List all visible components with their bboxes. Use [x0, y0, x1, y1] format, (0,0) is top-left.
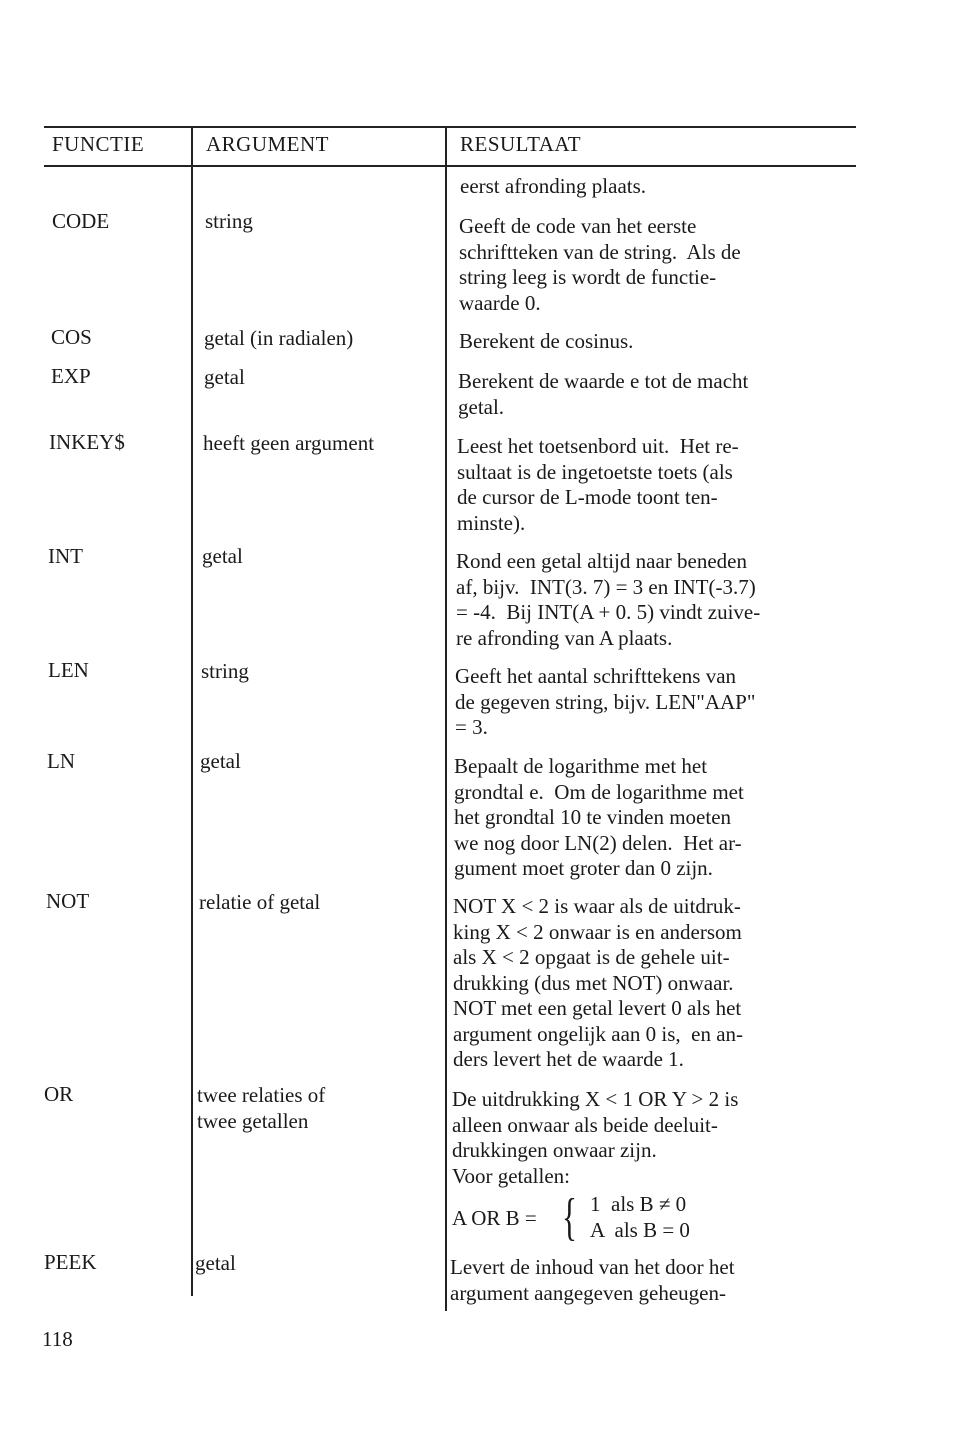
- resultaat-int: Rond een getal altijd naar beneden af, bijv. INT(3. 7) = 3 en INT(-3.7) = -4. Bij INT(A + 0. 5) vindt zuive- re afronding van A plaats.: [456, 549, 761, 650]
- or-formula-brace: {: [562, 1189, 577, 1246]
- or-formula-case-1: 1 als B ≠ 0: [590, 1192, 687, 1216]
- header-functie: FUNCTIE: [52, 132, 145, 156]
- functie-not: NOT: [46, 889, 90, 913]
- argument-cos: getal (in radialen): [204, 326, 354, 350]
- argument-not: relatie of getal: [199, 890, 321, 914]
- column-divider-1: [191, 126, 193, 1296]
- argument-ln: getal: [200, 749, 241, 773]
- continuation-text: eerst afronding plaats.: [460, 174, 647, 198]
- argument-exp: getal: [204, 365, 245, 389]
- resultaat-peek: Levert de inhoud van het door het argument aangegeven geheugen-: [450, 1255, 735, 1305]
- argument-int: getal: [202, 544, 243, 568]
- or-formula-case-2: A als B = 0: [590, 1218, 690, 1242]
- argument-or: twee relaties of twee getallen: [197, 1083, 326, 1133]
- argument-inkey: heeft geen argument: [203, 431, 375, 455]
- page-number: 118: [42, 1327, 73, 1351]
- header-resultaat: RESULTAAT: [460, 132, 582, 156]
- column-divider-2: [445, 126, 447, 1311]
- table-header-rule: [44, 165, 856, 167]
- functie-exp: EXP: [51, 364, 91, 388]
- resultaat-cos: Berekent de cosinus.: [459, 329, 634, 353]
- functie-cos: COS: [51, 325, 92, 349]
- table-top-rule: [44, 126, 856, 128]
- functie-inkey: INKEY$: [49, 430, 125, 454]
- functie-len: LEN: [48, 658, 89, 682]
- functie-code: CODE: [52, 209, 110, 233]
- resultaat-not: NOT X < 2 is waar als de uitdruk- king X < 2 onwaar is en andersom als X < 2 opgaat is de gehele uit- drukking (dus met NOT) onwaar. NOT met een getal levert 0 als het argument ongelijk aan 0 is, en an- ders levert het de waarde 1.: [453, 894, 744, 1071]
- resultaat-inkey: Leest het toetsenbord uit. Het re- sultaat is de ingetoetste toets (als de cursor de L-mode toont ten- minste).: [457, 434, 739, 535]
- argument-peek: getal: [195, 1251, 236, 1275]
- or-formula-lhs: A OR B =: [452, 1206, 537, 1230]
- functie-int: INT: [48, 544, 83, 568]
- argument-len: string: [201, 659, 249, 683]
- functie-ln: LN: [47, 749, 75, 773]
- functie-peek: PEEK: [44, 1250, 97, 1274]
- header-argument: ARGUMENT: [206, 132, 329, 156]
- resultaat-len: Geeft het aantal schrifttekens van de gegeven string, bijv. LEN"AAP" = 3.: [455, 664, 756, 739]
- resultaat-code: Geeft de code van het eerste schriftteken van de string. Als de string leeg is wordt de functie- waarde 0.: [459, 214, 741, 315]
- functie-or: OR: [44, 1082, 74, 1106]
- argument-code: string: [205, 209, 253, 233]
- resultaat-or: De uitdrukking X < 1 OR Y > 2 is alleen onwaar als beide deeluit- drukkingen onwaar zijn. Voor getallen:: [452, 1087, 739, 1188]
- resultaat-ln: Bepaalt de logarithme met het grondtal e. Om de logarithme met het grondtal 10 te vinden moeten we nog door LN(2) delen. Het ar- gument moet groter dan 0 zijn.: [454, 754, 744, 880]
- resultaat-exp: Berekent de waarde e tot de macht getal.: [458, 369, 749, 419]
